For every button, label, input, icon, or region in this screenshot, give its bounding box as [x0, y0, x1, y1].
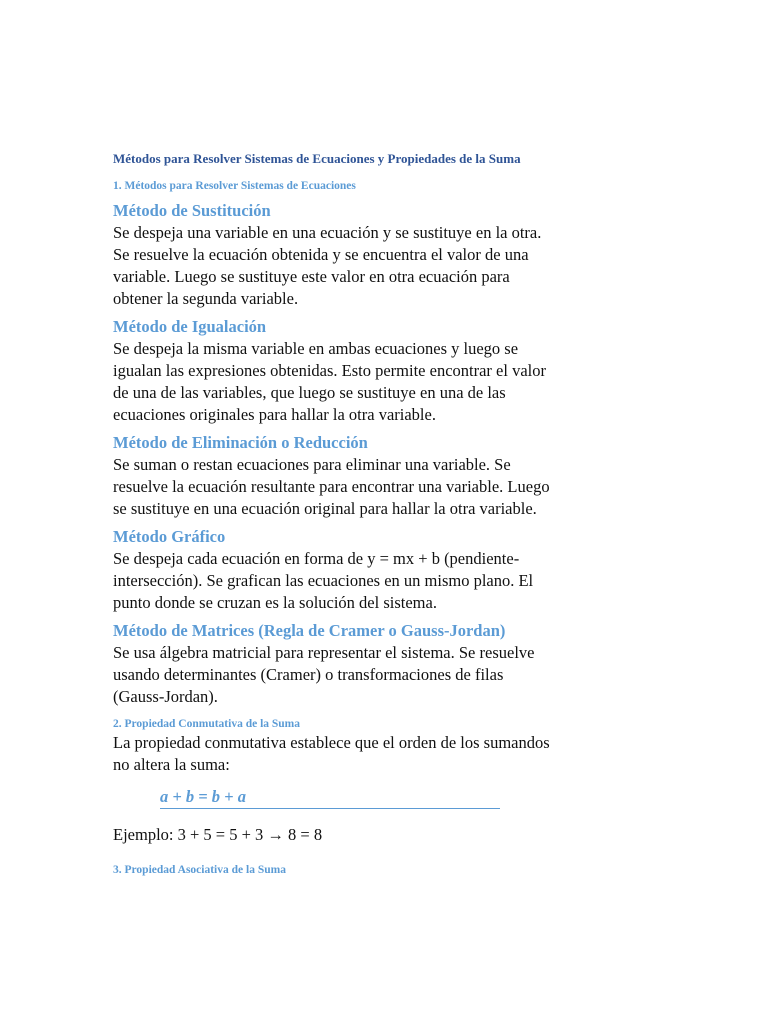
method-description: Se usa álgebra matricial para representar el sistema. Se resuelve usando determinantes (Cramer) o transformaciones de filas (Gauss-Jordan). — [113, 643, 535, 706]
method-substitution — [113, 200, 553, 310]
method-title: Método de Sustitución — [113, 201, 271, 220]
method-matrices — [113, 620, 553, 708]
section-heading-associative: 3. Propiedad Asociativa de la Suma — [113, 863, 286, 876]
document-page — [113, 150, 553, 878]
section-heading-commutative: 2. Propiedad Conmutativa de la Suma — [113, 718, 301, 730]
method-description: Se despeja una variable en una ecuación y se sustituye en la otra. Se resuelve la ecuación obtenida y se encuentra el valor de una variable. Luego se sustituye este valor en otra ecuación para obtener la segunda variable. — [113, 223, 542, 308]
method-description: Se despeja la misma variable en ambas ecuaciones y luego se igualan las expresiones obtenidas. Esto permite encontrar el valor de una de las variables, que luego se sustituye en una de las ecuaciones originales para hallar la otra variable. — [113, 339, 546, 424]
method-title: Método de Igualación — [113, 317, 267, 336]
section-heading-methods: 1. Métodos para Resolver Sistemas de Ecuaciones — [113, 180, 356, 192]
method-title: Método de Eliminación o Reducción — [113, 433, 368, 452]
method-title: Método Gráfico — [113, 527, 226, 546]
document-title: Métodos para Resolver Sistemas de Ecuaciones y Propiedades de la Suma — [113, 151, 521, 166]
method-elimination — [113, 432, 553, 520]
method-title: Método de Matrices (Regla de Cramer o Gauss-Jordan) — [113, 621, 506, 640]
formula-line — [160, 787, 500, 809]
commutative-description: La propiedad conmutativa establece que el orden de los sumandos no altera la suma: — [113, 733, 550, 774]
method-description: Se despeja cada ecuación en forma de y = mx + b (pendiente-intersección). Se grafican las ecuaciones en un mismo plano. El punto donde se cruzan es la solución del sistema. — [113, 549, 534, 612]
method-graphic — [113, 526, 553, 614]
commutative-example: Ejemplo: 3 + 5 = 5 + 3 → 8 = 8 — [113, 825, 323, 844]
method-equalization — [113, 316, 553, 426]
method-description: Se suman o restan ecuaciones para eliminar una variable. Se resuelve la ecuación resultante para encontrar una variable. Luego se sustituye en una ecuación original para hallar la otra variable. — [113, 455, 550, 518]
commutative-formula: a + b = b + a — [160, 787, 246, 806]
